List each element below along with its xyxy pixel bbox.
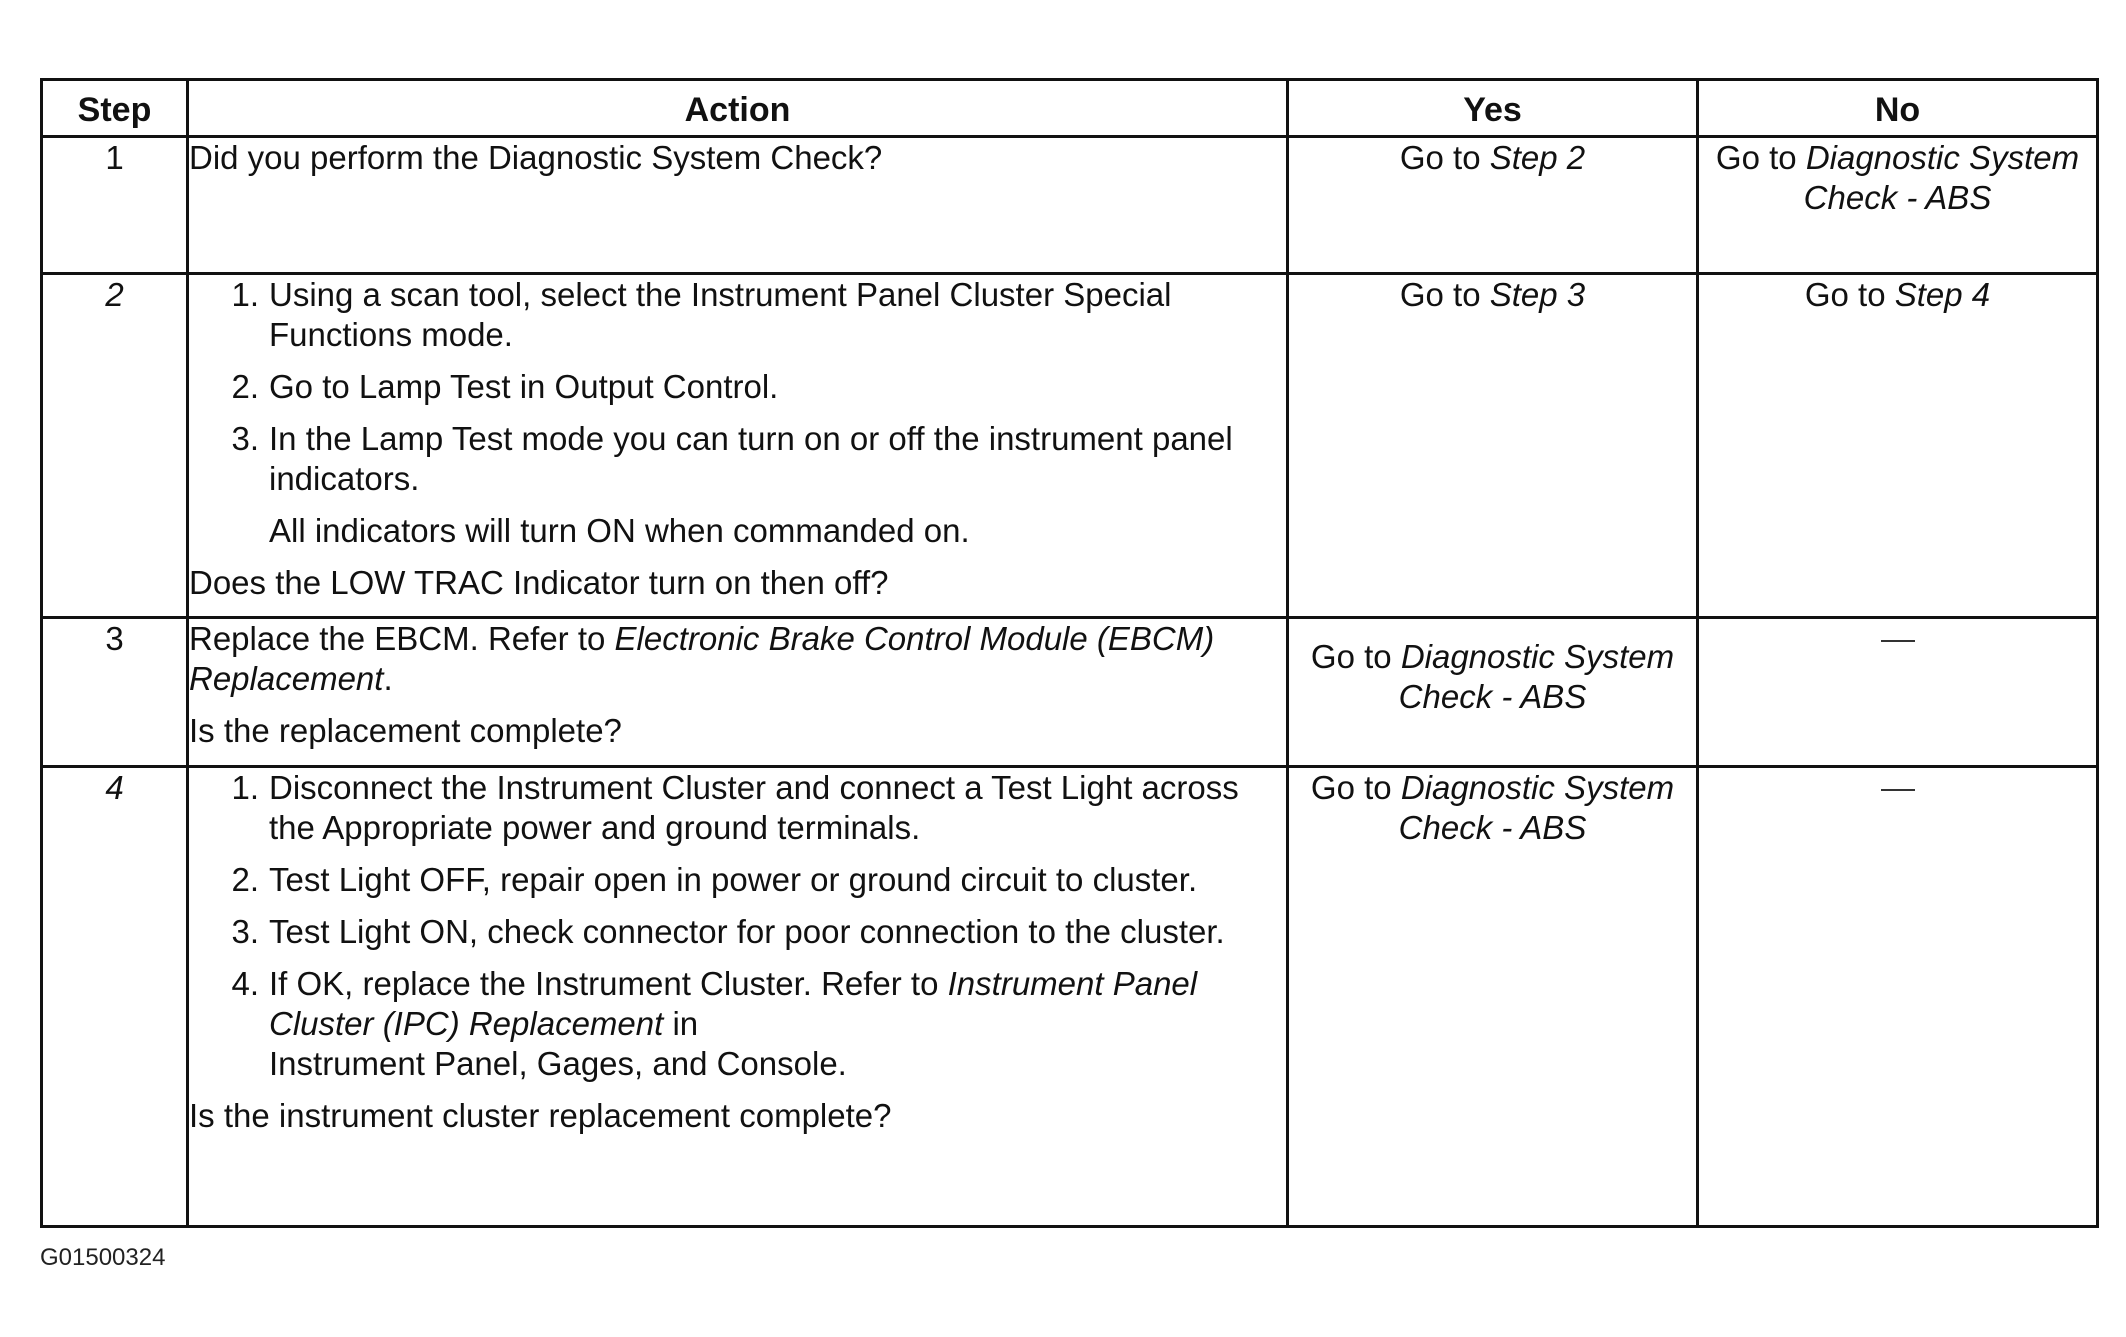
no-prefix: Go to — [1715, 139, 1806, 176]
yes-prefix: Go to — [1399, 139, 1490, 176]
no-dash — [1881, 789, 1915, 791]
list-item: 3. In the Lamp Test mode you can turn on or off the instrument panel indicators. — [231, 420, 1233, 497]
action-substeps — [189, 768, 1286, 1084]
table-row-step-3 — [42, 618, 2098, 767]
reference-link[interactable]: Instrument Panel Cluster (IPC) Replacement — [269, 965, 1198, 1042]
action-cell — [188, 767, 1288, 1227]
yes-prefix: Go to — [1310, 638, 1401, 675]
yes-step-link[interactable]: Step 3 — [1489, 276, 1586, 313]
header-step: Step — [42, 80, 188, 137]
yes-step-link[interactable]: Diagnostic System Check - ABS — [1398, 769, 1675, 846]
no-cell — [1698, 767, 2098, 1227]
list-item: 2. Test Light OFF, repair open in power or ground circuit to cluster. — [231, 861, 1198, 898]
table-row-step-4 — [42, 767, 2098, 1227]
action-note: All indicators will turn ON when commanded on. — [269, 512, 970, 549]
step-number: 4 — [42, 767, 188, 1227]
yes-prefix: Go to — [1310, 769, 1401, 806]
action-cell — [188, 137, 1288, 274]
no-cell — [1698, 137, 2098, 274]
header-row — [42, 80, 2098, 137]
diagnostic-table-container — [40, 78, 2096, 1228]
diagnostic-table — [40, 78, 2099, 1228]
no-dash — [1881, 640, 1915, 642]
yes-cell — [1288, 618, 1698, 767]
no-cell — [1698, 274, 2098, 618]
table-row-step-1 — [42, 137, 2098, 274]
no-step-link[interactable]: Step 4 — [1894, 276, 1991, 313]
yes-step-link[interactable]: Step 2 — [1489, 139, 1586, 176]
header-no: No — [1698, 80, 2098, 137]
no-step-link[interactable]: Diagnostic System Check - ABS — [1803, 139, 2080, 216]
list-item: 1. Using a scan tool, select the Instrument Panel Cluster Special Functions mode. — [231, 276, 1172, 353]
yes-cell — [1288, 767, 1698, 1227]
action-instruction: Replace the EBCM. Refer to Electronic Brake Control Module (EBCM) Replacement. — [189, 620, 1215, 697]
table-row-step-2 — [42, 274, 2098, 618]
action-substeps — [189, 275, 1286, 499]
action-question: Does the LOW TRAC Indicator turn on then off? — [189, 564, 889, 601]
yes-cell — [1288, 137, 1698, 274]
reference-manual: Instrument Panel, Gages, and Console. — [269, 1045, 847, 1082]
yes-step-link[interactable]: Diagnostic System Check - ABS — [1398, 638, 1675, 715]
figure-id: G01500324 — [40, 1244, 166, 1271]
no-cell — [1698, 618, 2098, 767]
step-number: 1 — [42, 137, 188, 274]
reference-link[interactable]: Electronic Brake Control Module (EBCM) Replacement — [189, 620, 1215, 697]
list-item: 4. If OK, replace the Instrument Cluster. Refer to Instrument Panel Cluster (IPC) Replacement in Instrument Panel, Gages, and Console. — [231, 965, 1198, 1082]
action-question: Is the replacement complete? — [189, 712, 622, 749]
yes-cell — [1288, 274, 1698, 618]
yes-prefix: Go to — [1399, 276, 1490, 313]
list-item: 3. Test Light ON, check connector for poor connection to the cluster. — [231, 913, 1225, 950]
step-number: 3 — [42, 618, 188, 767]
list-item: 1. Disconnect the Instrument Cluster and connect a Test Light across the Appropriate power and ground terminals. — [231, 769, 1239, 846]
step-number: 2 — [42, 274, 188, 618]
header-action: Action — [188, 80, 1288, 137]
action-question: Did you perform the Diagnostic System Check? — [189, 139, 883, 176]
list-item: 2. Go to Lamp Test in Output Control. — [231, 368, 779, 405]
action-cell — [188, 618, 1288, 767]
action-question: Is the instrument cluster replacement complete? — [189, 1097, 892, 1134]
header-yes: Yes — [1288, 80, 1698, 137]
no-prefix: Go to — [1804, 276, 1895, 313]
action-cell — [188, 274, 1288, 618]
